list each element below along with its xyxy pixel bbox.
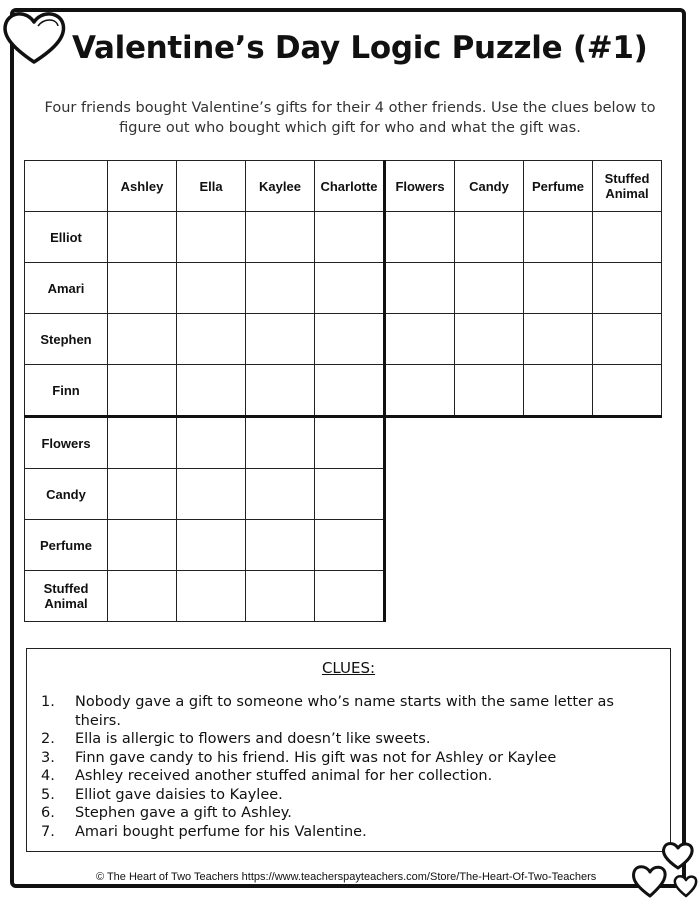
grid-corner [25, 161, 108, 212]
clue-text: Elliot gave daisies to Kaylee. [75, 786, 283, 803]
grid-cell[interactable] [246, 314, 315, 365]
grid-cell[interactable] [108, 469, 177, 520]
grid-cell[interactable] [177, 212, 246, 263]
grid-cell[interactable] [524, 314, 593, 365]
row-header: Elliot [25, 212, 108, 263]
clue-item [41, 804, 661, 823]
grid-cell[interactable] [455, 263, 524, 314]
clue-number: 5. [41, 786, 55, 803]
clue-item [41, 749, 661, 768]
clue-item [41, 767, 661, 786]
grid-cell[interactable] [246, 263, 315, 314]
grid-cell[interactable] [524, 365, 593, 417]
col-header: Kaylee [246, 161, 315, 212]
col-header: Ella [177, 161, 246, 212]
clue-text: Stephen gave a gift to Ashley. [75, 805, 292, 821]
clue-text: Ashley received another stuffed animal for her collection. [75, 768, 493, 784]
grid-cell[interactable] [246, 571, 315, 622]
grid-cell[interactable] [315, 469, 385, 520]
grid-cell[interactable] [177, 314, 246, 365]
grid-cell[interactable] [455, 212, 524, 263]
grid-cell[interactable] [385, 314, 455, 365]
intro-text: Four friends bought Valentine’s gifts for their 4 other friends. Use the clues below to figure out who bought which gift for who and what the gift was. [44, 100, 656, 136]
grid-row [25, 571, 662, 622]
row-header: Candy [25, 469, 108, 520]
grid-cell[interactable] [524, 212, 593, 263]
grid-cell[interactable] [315, 520, 385, 571]
grid-row [25, 417, 662, 469]
clue-list [41, 693, 661, 841]
logic-grid [24, 160, 662, 622]
grid-cell[interactable] [315, 571, 385, 622]
clue-item [41, 786, 661, 805]
grid-cell[interactable] [108, 212, 177, 263]
grid-cell[interactable] [315, 212, 385, 263]
grid-cell[interactable] [593, 365, 662, 417]
grid-cell[interactable] [108, 571, 177, 622]
header-row [25, 161, 662, 212]
clue-number: 7. [41, 823, 55, 840]
col-header: Flowers [385, 161, 455, 212]
grid-cell[interactable] [524, 263, 593, 314]
grid-cell[interactable] [385, 263, 455, 314]
grid-row [25, 314, 662, 365]
grid-cell[interactable] [246, 365, 315, 417]
grid-cell[interactable] [246, 212, 315, 263]
grid-row [25, 365, 662, 417]
col-header: Perfume [524, 161, 593, 212]
clue-item [41, 730, 661, 749]
footer-credit: © The Heart of Two Teachers https://www.teacherspayteachers.com/Store/The-Heart-Of-Two-Teachers [96, 871, 597, 883]
clue-number: 6. [41, 805, 55, 821]
grid-cell[interactable] [246, 469, 315, 520]
page-title: Valentine’s Day Logic Puzzle (#1) [72, 30, 648, 66]
grid-cell[interactable] [315, 314, 385, 365]
grid-cell[interactable] [108, 520, 177, 571]
clue-number: 1. [41, 694, 55, 710]
grid-row [25, 212, 662, 263]
row-header: Stephen [25, 314, 108, 365]
clue-number: 3. [41, 749, 55, 766]
clue-text: Ella is allergic to flowers and doesn’t like sweets. [75, 731, 431, 747]
grid-cell[interactable] [177, 571, 246, 622]
col-header: Ashley [108, 161, 177, 212]
grid-cell[interactable] [455, 365, 524, 417]
clues-heading: CLUES: [321, 659, 376, 677]
clue-item [41, 823, 661, 842]
clue-text: Nobody gave a gift to someone who’s name starts with the same letter as theirs. [75, 694, 614, 729]
grid-cell[interactable] [246, 520, 315, 571]
clue-item [41, 693, 661, 730]
grid-cell[interactable] [108, 263, 177, 314]
grid-cell[interactable] [593, 212, 662, 263]
grid-cell[interactable] [315, 417, 385, 469]
heart-icon [0, 6, 70, 68]
grid-cell[interactable] [246, 417, 315, 469]
grid-row [25, 520, 662, 571]
grid-cell[interactable] [385, 212, 455, 263]
row-header: Amari [25, 263, 108, 314]
grid-row [25, 469, 662, 520]
clue-number: 2. [41, 731, 55, 747]
row-header: Stuffed Animal [25, 571, 108, 622]
clues-box [26, 648, 671, 852]
clue-text: Finn gave candy to his friend. His gift was not for Ashley or Kaylee [75, 749, 557, 766]
col-header: Stuffed Animal [593, 161, 662, 212]
hearts-icon [626, 838, 700, 900]
grid-cell[interactable] [315, 365, 385, 417]
grid-cell[interactable] [315, 263, 385, 314]
col-header: Charlotte [315, 161, 385, 212]
grid-cell[interactable] [385, 365, 455, 417]
grid-cell[interactable] [108, 365, 177, 417]
clue-number: 4. [41, 768, 55, 784]
clue-text: Amari bought perfume for his Valentine. [75, 823, 367, 840]
row-header: Finn [25, 365, 108, 417]
grid-cell[interactable] [177, 263, 246, 314]
col-header: Candy [455, 161, 524, 212]
grid-cell[interactable] [593, 263, 662, 314]
row-header: Flowers [25, 417, 108, 469]
grid-cell[interactable] [177, 417, 246, 469]
grid-cell[interactable] [177, 520, 246, 571]
grid-cell[interactable] [108, 314, 177, 365]
grid-cell[interactable] [455, 314, 524, 365]
grid-cell[interactable] [177, 469, 246, 520]
grid-cell[interactable] [108, 417, 177, 469]
grid-cell[interactable] [593, 314, 662, 365]
grid-row [25, 263, 662, 314]
grid-cell[interactable] [177, 365, 246, 417]
row-header: Perfume [25, 520, 108, 571]
